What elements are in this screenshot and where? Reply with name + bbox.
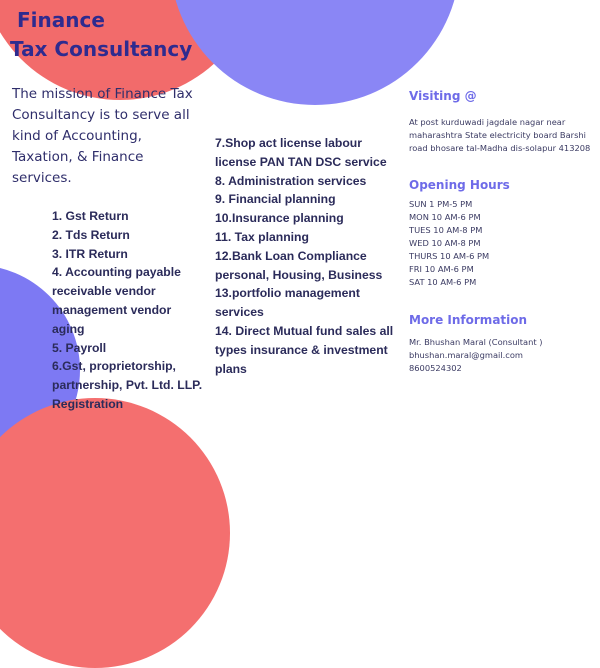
contact-phone: 8600524302 [409, 363, 462, 373]
service-item: 7.Shop act license labour license PAN TAN DSC service [215, 136, 387, 169]
services-list-left [52, 207, 207, 414]
service-item: 1. Gst Return [52, 209, 129, 223]
more-information-heading: More Information [409, 313, 528, 327]
service-item: 3. ITR Return [52, 246, 128, 261]
opening-hours-item: SAT 10 AM-6 PM [409, 277, 477, 287]
brand-title-line-1: Finance [17, 8, 105, 32]
service-item: 11. Tax planning [215, 229, 309, 244]
service-item: 4. Accounting payable receivable vendor management vendor aging [52, 265, 181, 336]
service-item: 2. Tds Return [52, 227, 130, 242]
brand-title-line-2: Tax Consultancy [10, 37, 193, 61]
service-item: 14. Direct Mutual fund sales all types insurance & investment plans [215, 323, 394, 376]
opening-hours-item: SUN 1 PM-5 PM [409, 199, 473, 209]
opening-hours-item: THURS 10 AM-6 PM [409, 251, 490, 261]
service-item: 8. Administration services [215, 173, 367, 188]
visiting-heading: Visiting @ [409, 89, 477, 103]
consultant-name: Mr. Bhushan Maral (Consultant ) [409, 337, 543, 347]
service-item: 6.Gst, proprietorship, partnership, Pvt. Ltd. LLP. Registration [52, 359, 203, 411]
service-item: 5. Payroll [52, 340, 107, 355]
more-information-list [409, 336, 594, 375]
opening-hours-item: TUES 10 AM-8 PM [409, 225, 483, 235]
service-item: 10.Insurance planning [215, 211, 344, 226]
opening-hours-item: MON 10 AM-6 PM [409, 212, 481, 222]
opening-hours-heading: Opening Hours [409, 178, 510, 192]
services-list-middle [215, 134, 405, 378]
service-item: 9. Financial planning [215, 192, 336, 207]
decorative-coral-circle-bottom [0, 398, 230, 668]
opening-hours-item: FRI 10 AM-6 PM [409, 264, 474, 274]
service-item: 13.portfolio management services [215, 286, 360, 320]
contact-email: bhushan.maral@gmail.com [409, 350, 524, 360]
mission-statement: The mission of Finance Tax Consultancy is to serve all kind of Accounting, Taxation, & Finance services. [12, 86, 193, 186]
opening-hours-list [409, 198, 594, 289]
visiting-address: At post kurduwadi jagdale nagar near maharashtra State electricity board Barshi road bhosare tal-Madha dis-solapur 413208 [409, 117, 591, 153]
service-item: 12.Bank Loan Compliance personal, Housing, Business [215, 248, 383, 282]
opening-hours-item: WED 10 AM-8 PM [409, 238, 481, 248]
